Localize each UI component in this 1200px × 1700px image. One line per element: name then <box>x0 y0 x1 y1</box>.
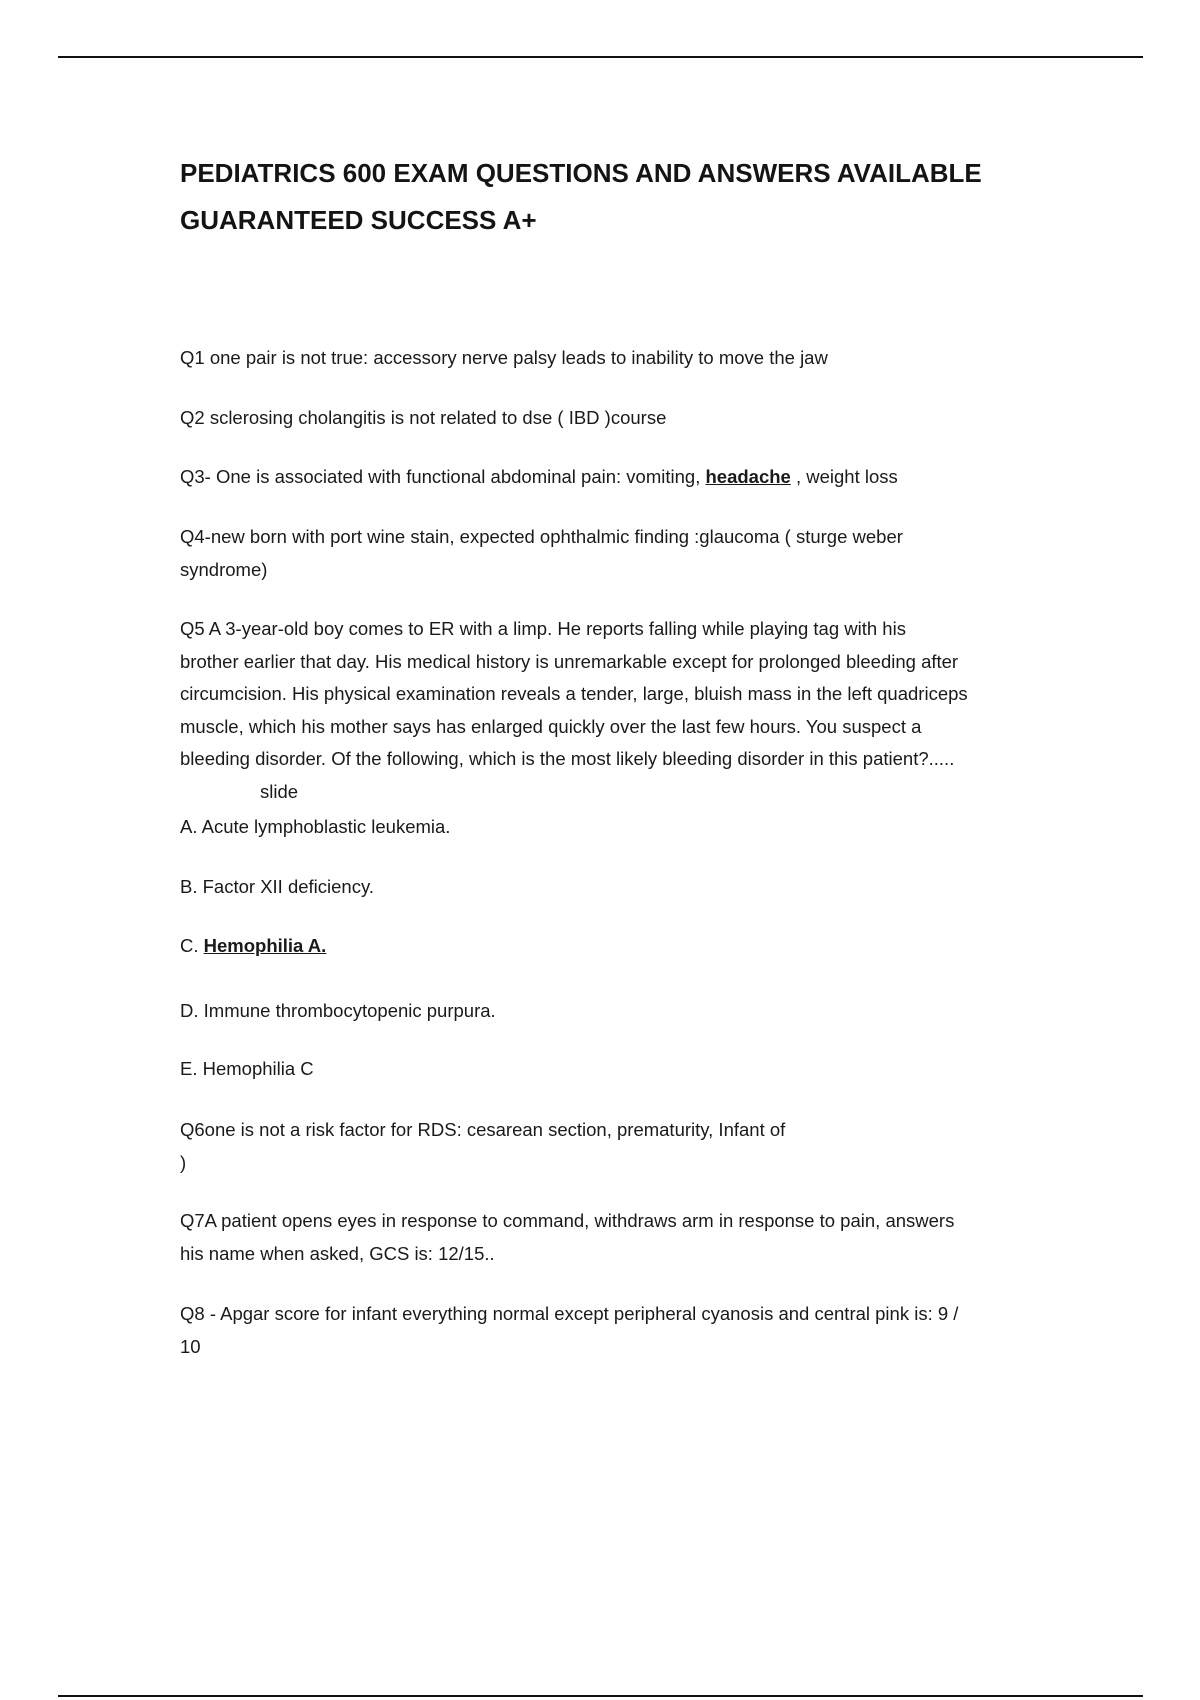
option-c <box>180 930 326 963</box>
top-rule <box>58 56 1143 58</box>
question-5 <box>180 613 968 808</box>
question-6 <box>180 1114 785 1179</box>
title-line-1: PEDIATRICS 600 EXAM QUESTIONS AND ANSWERS AVAILABLE <box>180 158 982 188</box>
question-8-line-1: Q8 - Apgar score for infant everything normal except peripheral cyanosis and central pink is: 9 / <box>180 1303 959 1324</box>
question-4-line-2: syndrome) <box>180 558 268 580</box>
question-3-text: Q3- One is associated with functional abdominal pain: vomiting, <box>180 466 706 487</box>
question-3-answer: headache <box>705 466 791 487</box>
question-5-slide-note: slide <box>260 780 299 802</box>
option-c-prefix: C. <box>180 935 204 956</box>
title-line-2: GUARANTEED SUCCESS A+ <box>180 205 537 235</box>
option-b: B. Factor XII deficiency. <box>180 876 374 897</box>
option-c-answer: Hemophilia A. <box>203 935 327 956</box>
question-7 <box>180 1205 954 1270</box>
question-5-line-1: Q5 A 3-year-old boy comes to ER with a limp. He reports falling while playing tag with his <box>180 618 906 639</box>
question-7-line-2: his name when asked, GCS is: 12/15.. <box>180 1242 495 1264</box>
option-a: A. Acute lymphoblastic leukemia. <box>180 816 451 837</box>
question-5-line-5: bleeding disorder. Of the following, which is the most likely bleeding disorder in this patient?..... <box>180 748 955 769</box>
question-6-line-2: ) <box>180 1151 187 1173</box>
question-5-line-3: circumcision. His physical examination reveals a tender, large, bluish mass in the left quadriceps <box>180 683 968 704</box>
document-title <box>180 150 1060 244</box>
question-5-line-4: muscle, which his mother says has enlarged quickly over the last few hours. You suspect a <box>180 715 922 737</box>
question-2: Q2 sclerosing cholangitis is not related to dse ( IBD )course <box>180 407 667 428</box>
question-8 <box>180 1298 958 1363</box>
bottom-rule <box>58 1695 1143 1697</box>
question-4 <box>180 521 903 586</box>
question-1: Q1 one pair is not true: accessory nerve palsy leads to inability to move the jaw <box>180 347 828 368</box>
question-5-line-2: brother earlier that day. His medical history is unremarkable except for prolonged bleeding after <box>180 650 959 672</box>
question-7-line-1: Q7A patient opens eyes in response to command, withdraws arm in response to pain, answers <box>180 1210 955 1231</box>
question-6-line-1: Q6one is not a risk factor for RDS: cesarean section, prematurity, Infant of <box>180 1119 786 1140</box>
question-8-line-2: 10 <box>180 1335 201 1357</box>
question-3-tail: , weight loss <box>790 466 898 487</box>
question-3 <box>180 461 898 494</box>
question-4-line-1: Q4-new born with port wine stain, expected ophthalmic finding :glaucoma ( sturge weber <box>180 526 903 547</box>
option-e: E. Hemophilia C <box>180 1058 314 1079</box>
option-d: D. Immune thrombocytopenic purpura. <box>180 1000 496 1021</box>
document-body <box>180 150 1060 1357</box>
